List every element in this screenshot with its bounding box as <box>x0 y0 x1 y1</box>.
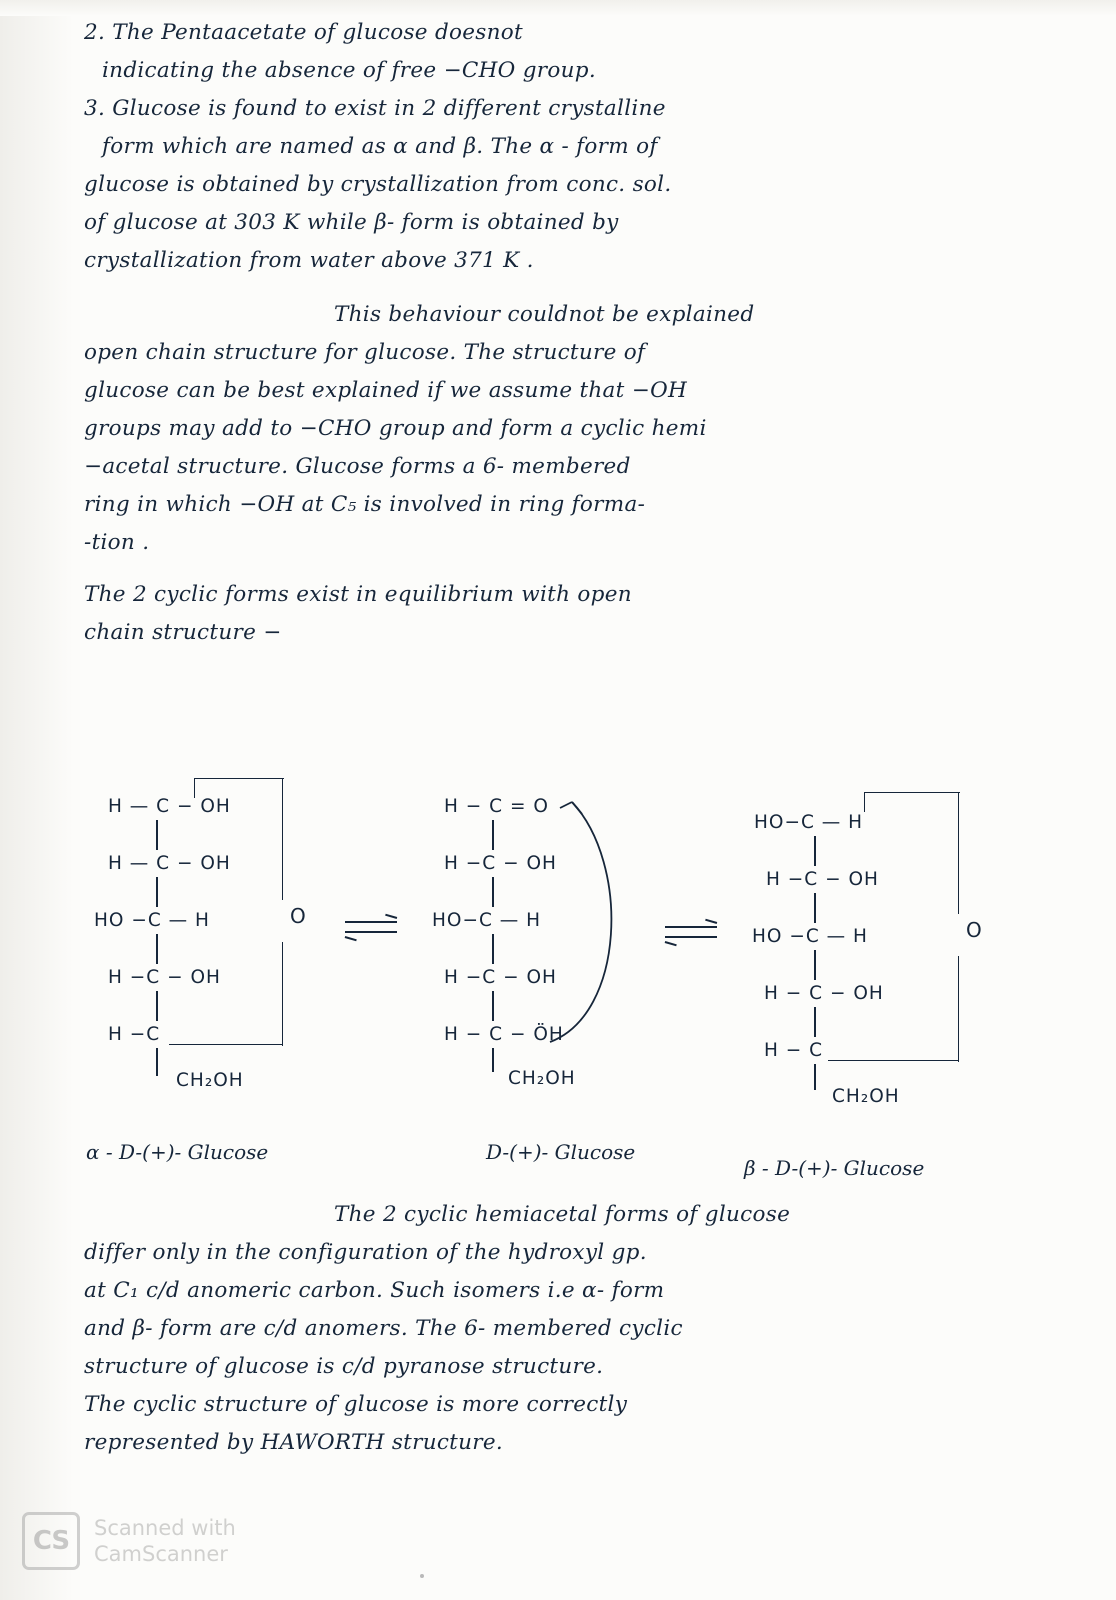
bond-vertical <box>814 893 816 923</box>
note-line: form which are named as α and β. The α - form of <box>102 134 658 159</box>
note-line: The cyclic structure of glucose is more correctly <box>84 1392 628 1417</box>
note-line: The 2 cyclic hemiacetal forms of glucose <box>334 1202 791 1227</box>
bond-vertical <box>156 1048 158 1076</box>
note-line: open chain structure for glucose. The structure of <box>84 340 646 365</box>
terminal-group: CH₂OH <box>176 1070 244 1091</box>
ring-bracket-right-upper <box>282 778 283 900</box>
chain-row: H — C − OH <box>108 796 231 817</box>
ring-bracket-bottom <box>828 1060 959 1061</box>
bond-vertical <box>814 836 816 866</box>
bond-vertical <box>492 877 494 907</box>
equilibrium-arrow-right <box>662 920 720 946</box>
structure-label-beta: β - D-(+)- Glucose <box>744 1156 925 1180</box>
bond-vertical <box>492 1048 494 1072</box>
bond-vertical <box>156 820 158 850</box>
notes-top-block <box>84 14 1086 652</box>
chain-row: H — C − OH <box>108 853 231 874</box>
note-line: and β- form are c/d anomers. The 6- membered cyclic <box>84 1316 683 1341</box>
bond-vertical <box>156 934 158 964</box>
ring-bracket-top <box>864 792 960 793</box>
chain-row: H − C <box>764 1040 824 1061</box>
page-left-shadow <box>0 0 74 1600</box>
note-line: represented by HAWORTH structure. <box>84 1430 503 1455</box>
bond-vertical <box>492 820 494 850</box>
chain-row: HO −C — H <box>94 910 210 931</box>
chain-row: H −C − OH <box>444 853 557 874</box>
camscanner-watermark <box>22 1512 236 1570</box>
chain-row: H −C − OH <box>766 869 879 890</box>
structure-beta-d-glucose <box>744 770 1014 1180</box>
ring-oxygen: O <box>966 918 982 942</box>
structure-open-chain-d-glucose <box>432 770 664 1164</box>
notes-bottom-block <box>84 1196 1096 1462</box>
bond-vertical <box>814 1064 816 1090</box>
note-line: differ only in the configuration of the hydroxyl gp. <box>84 1240 647 1265</box>
note-line: groups may add to −CHO group and form a cyclic hemi <box>84 416 707 441</box>
hemiacetal-curved-arrow <box>530 784 640 1054</box>
note-line: indicating the absence of free −CHO group. <box>102 58 596 83</box>
note-line: −acetal structure. Glucose forms a 6- membered <box>84 454 631 479</box>
camscanner-text <box>94 1515 236 1567</box>
chain-row: H −C − OH <box>108 967 221 988</box>
glucose-structures <box>84 770 1096 1190</box>
note-line: glucose is obtained by crystallization from conc. sol. <box>84 172 672 197</box>
chain-row: HO −C — H <box>752 926 868 947</box>
note-line: 3. Glucose is found to exist in 2 different crystalline <box>84 96 666 121</box>
note-line: -tion . <box>84 530 150 555</box>
note-line: 2. The Pentaacetate of glucose doesnot <box>84 20 523 45</box>
equilibrium-arrow-left <box>342 915 400 941</box>
chain-row: H −C − OH <box>444 967 557 988</box>
note-line: at C₁ c/d anomeric carbon. Such isomers i.e α- form <box>84 1278 665 1303</box>
page-speck <box>420 1574 424 1578</box>
ring-bracket-bottom <box>169 1044 283 1045</box>
terminal-group: CH₂OH <box>832 1086 900 1107</box>
note-line: crystallization from water above 371 K . <box>84 248 534 273</box>
chain-row: H − C = O <box>444 796 549 817</box>
ring-oxygen: O <box>290 904 306 928</box>
ring-bracket-top <box>194 778 284 779</box>
ring-bracket-right-lower <box>282 942 283 1046</box>
bond-vertical <box>814 1007 816 1037</box>
chain-row: HO−C — H <box>754 812 864 833</box>
bond-vertical <box>156 991 158 1021</box>
structure-label-open: D-(+)- Glucose <box>486 1140 636 1164</box>
ring-bracket-top-stem <box>194 778 195 798</box>
terminal-group: CH₂OH <box>508 1068 576 1089</box>
bond-vertical <box>156 877 158 907</box>
note-line: This behaviour couldnot be explained <box>334 302 755 327</box>
chain-row: H −C <box>108 1024 161 1045</box>
note-line: chain structure − <box>84 620 282 645</box>
chain-row: H − C − ÖH <box>444 1024 564 1045</box>
bond-vertical <box>492 934 494 964</box>
ring-bracket-right-upper <box>958 792 959 914</box>
structure-label-alpha: α - D-(+)- Glucose <box>86 1140 269 1164</box>
chain-row: HO−C — H <box>432 910 542 931</box>
bond-vertical <box>814 950 816 980</box>
note-line: glucose can be best explained if we assume that −OH <box>84 378 688 403</box>
note-line: structure of glucose is c/d pyranose structure. <box>84 1354 604 1379</box>
watermark-line-1: Scanned with <box>94 1516 236 1540</box>
note-line: of glucose at 303 K while β- form is obtained by <box>84 210 619 235</box>
camscanner-logo-icon: CS <box>22 1512 80 1570</box>
ring-bracket-right-lower <box>958 956 959 1062</box>
note-line: ring in which −OH at C₅ is involved in ring forma- <box>84 492 646 517</box>
watermark-line-2: CamScanner <box>94 1542 228 1566</box>
note-line: The 2 cyclic forms exist in equilibrium with open <box>84 582 632 607</box>
ring-bracket-top-stem <box>864 792 865 812</box>
structure-alpha-d-glucose <box>86 770 354 1164</box>
bond-vertical <box>492 991 494 1021</box>
chain-row: H − C − OH <box>764 983 884 1004</box>
